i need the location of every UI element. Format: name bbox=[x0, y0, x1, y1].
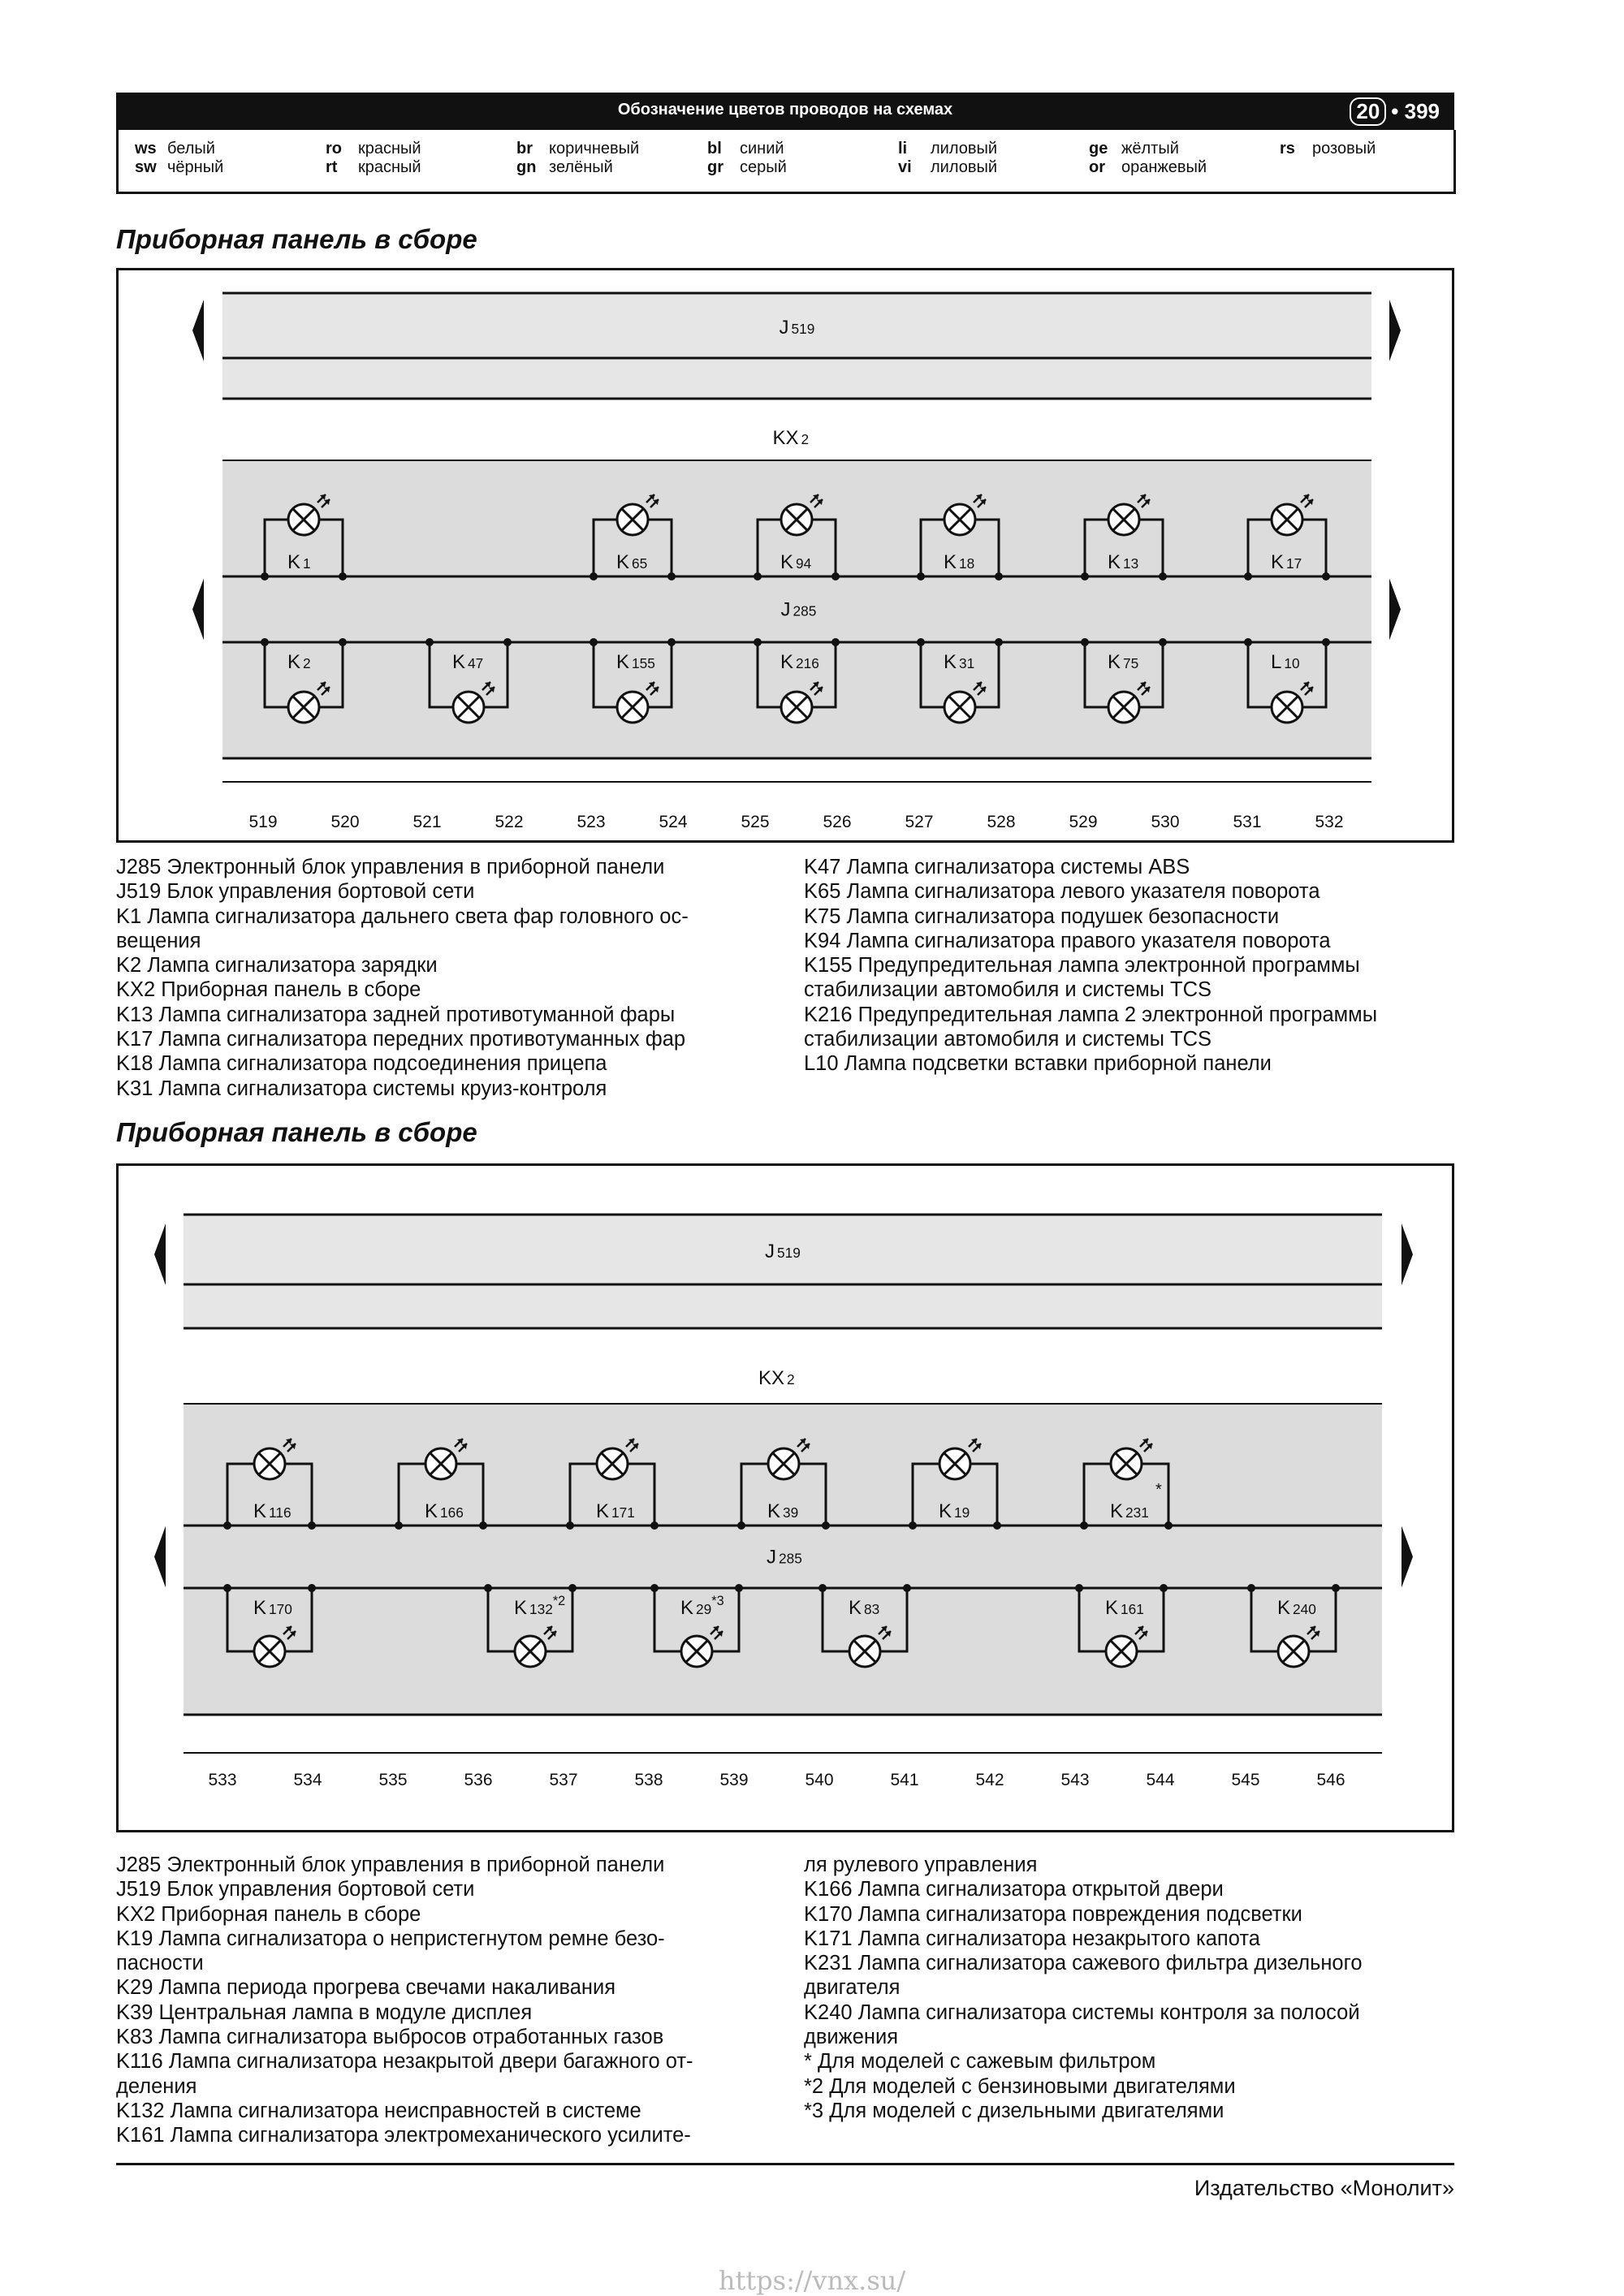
legend-entry: K132 Лампа сигнализатора неисправностей в системе bbox=[116, 2099, 641, 2122]
junction-dot bbox=[903, 1584, 911, 1592]
legend-entry: K47 Лампа сигнализатора системы ABS bbox=[804, 856, 1190, 878]
junction-dot bbox=[1159, 638, 1167, 646]
j285-label: J 285 bbox=[780, 598, 817, 621]
lamp-label-k216: K 216 bbox=[780, 651, 819, 673]
legend-entry: K171 Лампа сигнализатора незакрытого капота bbox=[804, 1927, 1260, 1950]
section-title: Приборная панель в сборе bbox=[116, 1117, 477, 1147]
pin-number: 531 bbox=[1233, 813, 1262, 831]
junction-dot bbox=[1081, 572, 1089, 580]
legend-entry: движения bbox=[804, 2026, 899, 2049]
junction-dot bbox=[590, 638, 598, 646]
legend-entry: K240 Лампа сигнализатора системы контроля за полосой bbox=[804, 2000, 1360, 2024]
junction-dot bbox=[223, 1521, 231, 1530]
arrow-left-icon bbox=[192, 579, 204, 641]
legend-entry: *3 Для моделей с дизельными двигателями bbox=[804, 2099, 1224, 2122]
pin-number: 542 bbox=[975, 1771, 1004, 1789]
arrow-left-icon bbox=[154, 1526, 166, 1588]
j285-label: J 285 bbox=[767, 1546, 802, 1569]
pin-number: 546 bbox=[1316, 1771, 1345, 1789]
legend-item: bl синий bbox=[707, 140, 784, 158]
legend-entry: K18 Лампа сигнализатора подсоединения прицепа bbox=[116, 1052, 607, 1076]
junction-dot bbox=[339, 572, 347, 580]
lamp-label-k1: K 1 bbox=[287, 551, 311, 573]
junction-dot bbox=[917, 638, 925, 646]
legend-item: br коричневый bbox=[516, 140, 640, 158]
pin-number: 539 bbox=[719, 1771, 749, 1789]
lamp-label-k83: K 83 bbox=[849, 1597, 880, 1619]
legend-entry: K94 Лампа сигнализатора правого указателя поворота bbox=[804, 929, 1331, 952]
legend-entry: J285 Электронный блок управления в приборной панели bbox=[116, 856, 665, 878]
junction-dot bbox=[995, 572, 1003, 580]
junction-dot bbox=[568, 1584, 577, 1592]
junction-dot bbox=[1160, 1584, 1168, 1592]
legend-entry: *2 Для моделей с бензиновыми двигателями bbox=[804, 2074, 1236, 2098]
junction-dot bbox=[1164, 1521, 1173, 1530]
legend-entry: J519 Блок управления бортовой сети bbox=[116, 1878, 475, 1901]
junction-dot bbox=[1080, 1521, 1088, 1530]
wiring-diagram-1 bbox=[116, 268, 1454, 843]
lamp-label-k31: K 31 bbox=[944, 651, 975, 673]
junction-dot bbox=[308, 1584, 316, 1592]
lamp-label-k170: K 170 bbox=[253, 1597, 292, 1619]
pin-number: 519 bbox=[248, 813, 278, 831]
lamp-label-k13: K 13 bbox=[1108, 551, 1139, 573]
pin-number: 535 bbox=[378, 1771, 408, 1789]
junction-dot bbox=[993, 1521, 1001, 1530]
page-number bbox=[1350, 97, 1440, 126]
pin-number: 536 bbox=[464, 1771, 493, 1789]
bullet: • bbox=[1391, 99, 1405, 123]
junction-dot bbox=[995, 638, 1003, 646]
legend-item: gr серый bbox=[707, 158, 787, 176]
lamp-label-k18: K 18 bbox=[944, 551, 975, 573]
j519-block bbox=[222, 293, 1371, 399]
legend-entry: L10 Лампа подсветки вставки приборной панели bbox=[804, 1052, 1272, 1076]
legend-entry: K75 Лампа сигнализатора подушек безопасности bbox=[804, 904, 1280, 928]
junction-dot bbox=[737, 1521, 745, 1530]
pin-number: 534 bbox=[293, 1771, 322, 1789]
pin-number: 528 bbox=[987, 813, 1016, 831]
arrow-right-icon bbox=[1389, 300, 1401, 361]
junction-dot bbox=[261, 638, 269, 646]
arrow-right-icon bbox=[1402, 1526, 1413, 1588]
legend-entry: K161 Лампа сигнализатора электромеханического усилите- bbox=[116, 2124, 691, 2147]
junction-dot bbox=[650, 1521, 659, 1530]
junction-dot bbox=[650, 1584, 659, 1592]
lamp-label-k75: K 75 bbox=[1108, 651, 1139, 673]
j519-label: J 519 bbox=[779, 317, 815, 339]
legend-entry: K65 Лампа сигнализатора левого указателя поворота bbox=[804, 880, 1320, 904]
legend-entry: K155 Предупредительная лампа электронной программы bbox=[804, 954, 1360, 978]
junction-dot bbox=[735, 1584, 743, 1592]
legend-list-1-left bbox=[116, 855, 689, 1101]
legend-entry: K170 Лампа сигнализатора повреждения подсветки bbox=[804, 1902, 1302, 1926]
legend-list-1-right bbox=[804, 855, 1377, 1077]
pin-number: 529 bbox=[1069, 813, 1098, 831]
pin-number: 521 bbox=[412, 813, 442, 831]
junction-dot bbox=[831, 638, 840, 646]
legend-entry: K116 Лампа сигнализатора незакрытой двери багажного от- bbox=[116, 2050, 693, 2074]
publisher: Издательство «Монолит» bbox=[1194, 2176, 1454, 2200]
legend-entry: K2 Лампа сигнализатора зарядки bbox=[116, 954, 438, 978]
pin-number: 541 bbox=[890, 1771, 919, 1789]
section-title: Приборная панель в сборе bbox=[116, 224, 477, 254]
legend-entry: деления bbox=[116, 2074, 197, 2098]
junction-dot bbox=[1247, 1584, 1255, 1592]
legend-entry: K39 Центральная лампа в модуле дисплея bbox=[116, 2000, 533, 2024]
junction-dot bbox=[754, 572, 762, 580]
lamp-label-k19: K 19 bbox=[939, 1500, 970, 1522]
junction-dot bbox=[754, 638, 762, 646]
junction-dot bbox=[917, 572, 925, 580]
legend-item: vi лиловый bbox=[898, 158, 998, 176]
legend-item: rt красный bbox=[326, 158, 421, 176]
legend-entry: пасности bbox=[116, 1952, 204, 1975]
header-title: Обозначение цветов проводов на схемах bbox=[617, 101, 953, 119]
pin-number: 545 bbox=[1231, 1771, 1260, 1789]
legend-item: ro красный bbox=[326, 140, 421, 158]
lamp-label-k17: K 17 bbox=[1271, 551, 1302, 573]
j519-label: J 519 bbox=[765, 1241, 801, 1262]
lamp-label-k161: K 161 bbox=[1105, 1597, 1144, 1619]
junction-dot bbox=[909, 1521, 917, 1530]
legend-entry: K31 Лампа сигнализатора системы круиз-контроля bbox=[116, 1077, 607, 1100]
kx2-label: KX 2 bbox=[758, 1367, 795, 1389]
junction-dot bbox=[1244, 638, 1252, 646]
junction-dot bbox=[223, 1584, 231, 1592]
legend-entry: стабилизации автомобиля и системы TCS bbox=[804, 978, 1212, 1002]
junction-dot bbox=[667, 572, 676, 580]
pin-number: 532 bbox=[1315, 813, 1344, 831]
pin-number: 522 bbox=[495, 813, 524, 831]
junction-dot bbox=[818, 1584, 827, 1592]
kx2-label: KX 2 bbox=[772, 427, 810, 449]
pin-number: 527 bbox=[905, 813, 934, 831]
junction-dot bbox=[1081, 638, 1089, 646]
legend-list-2-right bbox=[804, 1853, 1363, 2123]
pin-number: 523 bbox=[577, 813, 606, 831]
diagram-2-svg bbox=[119, 1166, 1452, 1830]
legend-item: ws белый bbox=[135, 140, 215, 158]
page-number-value: 399 bbox=[1404, 99, 1440, 123]
legend-entry: * Для моделей с сажевым фильтром bbox=[804, 2050, 1156, 2074]
legend-entry: стабилизации автомобиля и системы TCS bbox=[804, 1028, 1212, 1051]
junction-dot bbox=[1075, 1584, 1083, 1592]
junction-dot bbox=[831, 572, 840, 580]
legend-entry: K1 Лампа сигнализатора дальнего света фар головного ос- bbox=[116, 904, 689, 928]
pin-number: 537 bbox=[549, 1771, 578, 1789]
legend-entry: вещения bbox=[116, 929, 201, 952]
junction-dot bbox=[479, 1521, 487, 1530]
lamp-label-k240: K 240 bbox=[1277, 1597, 1316, 1619]
legend-list-2-left bbox=[116, 1853, 693, 2148]
watermark-url[interactable]: https://vnx.su/ bbox=[718, 2265, 906, 2296]
legend-item: sw чёрный bbox=[135, 158, 224, 176]
legend-entry: K83 Лампа сигнализатора выбросов отработанных газов bbox=[116, 2026, 664, 2049]
lamp-label-k94: K 94 bbox=[780, 551, 812, 573]
footnote-mark: * bbox=[1155, 1481, 1162, 1499]
legend-item: rs розовый bbox=[1280, 140, 1376, 158]
junction-dot bbox=[1322, 572, 1330, 580]
arrow-right-icon bbox=[1402, 1224, 1413, 1285]
legend-item: or оранжевый bbox=[1089, 158, 1207, 176]
junction-dot bbox=[308, 1521, 316, 1530]
wiring-diagram-2 bbox=[116, 1163, 1454, 1832]
section-badge: 20 bbox=[1350, 97, 1386, 126]
lamp-label-k47: K 47 bbox=[452, 651, 484, 673]
legend-entry: K231 Лампа сигнализатора сажевого фильтра дизельного bbox=[804, 1952, 1363, 1975]
arrow-left-icon bbox=[192, 300, 204, 361]
legend-entry: K19 Лампа сигнализатора о непристегнутом ремне безо- bbox=[116, 1927, 665, 1950]
pin-number: 530 bbox=[1151, 813, 1180, 831]
junction-dot bbox=[667, 638, 676, 646]
legend-entry: KX2 Приборная панель в сборе bbox=[116, 978, 421, 1002]
junction-dot bbox=[1159, 572, 1167, 580]
arrow-right-icon bbox=[1389, 579, 1401, 641]
lamp-label-l10: L 10 bbox=[1271, 651, 1300, 673]
lamp-label-k132: K 132$^{*2}$ bbox=[514, 1594, 566, 1619]
junction-dot bbox=[395, 1521, 403, 1530]
legend-item: gn зелёный bbox=[516, 158, 613, 176]
junction-dot bbox=[822, 1521, 830, 1530]
pin-number: 526 bbox=[823, 813, 852, 831]
pin-number: 543 bbox=[1060, 1771, 1090, 1789]
legend-item: ge жёлтый bbox=[1089, 140, 1179, 158]
pin-number: 538 bbox=[634, 1771, 663, 1789]
pin-number: 520 bbox=[330, 813, 360, 831]
page-header bbox=[116, 93, 1454, 130]
legend-entry: K13 Лампа сигнализатора задней противотуманной фары bbox=[116, 1003, 676, 1026]
junction-dot bbox=[339, 638, 347, 646]
legend-entry: K216 Предупредительная лампа 2 электронной программы bbox=[804, 1003, 1378, 1026]
lamp-label-k29: K 29$^{*3}$ bbox=[680, 1594, 724, 1619]
lamp-label-k39: K 39 bbox=[767, 1500, 799, 1522]
lamp-label-k231: K 231 bbox=[1110, 1500, 1149, 1522]
lamp-label-k155: K 155 bbox=[616, 651, 655, 673]
pin-number: 540 bbox=[805, 1771, 834, 1789]
junction-dot bbox=[566, 1521, 574, 1530]
j519-block bbox=[184, 1215, 1382, 1328]
junction-dot bbox=[1322, 638, 1330, 646]
junction-dot bbox=[425, 638, 434, 646]
junction-dot bbox=[503, 638, 512, 646]
legend-entry: ля рулевого управления bbox=[804, 1854, 1038, 1876]
legend-entry: J285 Электронный блок управления в приборной панели bbox=[116, 1854, 665, 1876]
junction-dot bbox=[1332, 1584, 1340, 1592]
legend-entry: двигателя bbox=[804, 1976, 901, 2000]
lamp-label-k171: K 171 bbox=[596, 1500, 635, 1522]
lamp-label-k2: K 2 bbox=[287, 651, 311, 673]
pin-number: 524 bbox=[659, 813, 688, 831]
legend-entry: K166 Лампа сигнализатора открытой двери bbox=[804, 1878, 1224, 1901]
legend-entry: K29 Лампа периода прогрева свечами накаливания bbox=[116, 1976, 616, 2000]
wire-color-legend bbox=[116, 130, 1456, 194]
junction-dot bbox=[484, 1584, 492, 1592]
footer-rule bbox=[116, 2163, 1454, 2165]
pin-number: 533 bbox=[208, 1771, 237, 1789]
lamp-label-k116: K 116 bbox=[253, 1500, 292, 1522]
diagram-1-svg bbox=[119, 270, 1452, 840]
legend-entry: KX2 Приборная панель в сборе bbox=[116, 1902, 421, 1926]
junction-dot bbox=[1244, 572, 1252, 580]
junction-dot bbox=[261, 572, 269, 580]
junction-dot bbox=[590, 572, 598, 580]
legend-entry: K17 Лампа сигнализатора передних противотуманных фар bbox=[116, 1028, 686, 1051]
legend-entry: J519 Блок управления бортовой сети bbox=[116, 880, 475, 904]
pin-number: 544 bbox=[1146, 1771, 1175, 1789]
arrow-left-icon bbox=[154, 1224, 166, 1285]
lamp-label-k166: K 166 bbox=[425, 1500, 464, 1522]
legend-item: li лиловый bbox=[898, 140, 998, 158]
lamp-label-k65: K 65 bbox=[616, 551, 648, 573]
pin-number: 525 bbox=[741, 813, 770, 831]
